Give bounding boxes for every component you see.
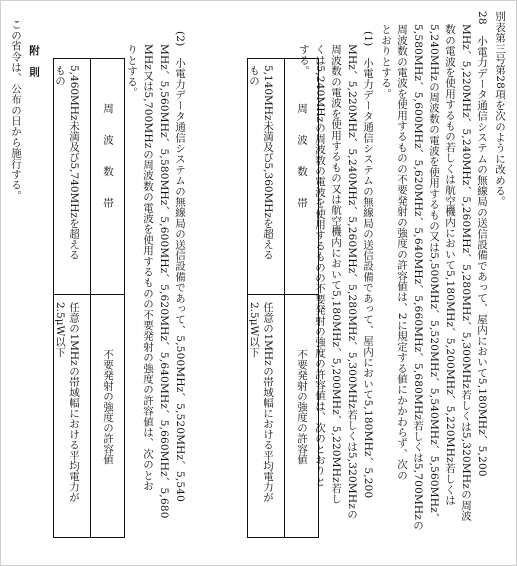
emission-limit-table-1 bbox=[247, 58, 319, 538]
subitem-1-line: (1) 小電力データ通信システムの無線局の送信設備であって、屋内において5,180MHz、5,200 bbox=[362, 31, 374, 499]
table-2-header-limit: 不要発射の強度の許容値 bbox=[102, 349, 114, 465]
item-28-line: とおりとする。 bbox=[380, 24, 392, 99]
table-2-limit-value: 2.5μW以下 bbox=[54, 302, 66, 358]
item-28-line: 周波数の電波を使用するものの不要発射の強度の許容値は、2に規定する値にかかわらず、次の bbox=[396, 24, 408, 481]
item-28-line: 28 小電力データ通信システムの無線局の送信設備であって、屋内において5,180MHz、5,200 bbox=[476, 11, 488, 477]
item-28-line: MHz、5,220MHz、5,240MHz、5,260MHz、5,280MHz、5,300MHz若しくは5,320MHzの周波 bbox=[460, 24, 472, 522]
table-1-header-band: 周 波 数 帯 bbox=[296, 103, 308, 208]
emission-limit-table-2 bbox=[53, 58, 125, 538]
subitem-2-line: MHz又は5,700MHzの周波数の電波を使用するものの不要発射の強度の許容値は、次のとお bbox=[142, 44, 154, 491]
supplementary-provision-title: 附 則 bbox=[28, 45, 40, 78]
subitem-1-line: MHz、5,220MHz、5,240MHz、5,260MHz、5,280MHz、5,300MHz若しくは5,320MHzの bbox=[346, 44, 358, 520]
amendment-heading: 別表第三号第28項を次のように改める。 bbox=[494, 11, 506, 207]
item-28-line: 5,580MHz、5,600MHz、5,620MHz、5,640MHz、5,660MHz、5,680MHz若しくは5,700MHzの bbox=[412, 24, 424, 531]
table-2-limit-value: 任意の1MHzの帯域幅における平均電力が bbox=[68, 302, 80, 503]
subitem-1-line: する。 bbox=[298, 44, 310, 77]
table-1-band-value: もの bbox=[248, 65, 260, 86]
table-2-band-value: 5,460MHz未満及び5,740MHzを超える bbox=[68, 65, 80, 260]
table-1-header-limit: 不要発射の強度の許容値 bbox=[296, 349, 308, 465]
item-28-line: 5,240MHzの周波数の電波を使用するもの又は5,500MHz、5,520MHz、5,540MHz、5,560MHz、 bbox=[428, 24, 440, 524]
table-1-limit-value: 任意の1MHzの帯域幅における平均電力が bbox=[262, 302, 274, 503]
subitem-1-line: くは5,240MHzの周波数の電波を使用するものの不要発射の強度の許容値は、次のとおりと bbox=[314, 44, 326, 487]
table-2-header-band: 周 波 数 帯 bbox=[102, 103, 114, 208]
table-2-band-value: もの bbox=[54, 65, 66, 86]
subitem-2-line: MHz、5,560MHz、5,580MHz、5,600MHz、5,620MHz、5,640MHz、5,660MHz、5,680 bbox=[158, 44, 170, 519]
item-28-line: 数の電波を使用するもの若しくは航空機内において5,180MHz、5,200MHz、5,220MHz若しくは bbox=[444, 24, 456, 506]
table-1-band-value: 5,140MHz未満及び5,360MHzを超える bbox=[262, 65, 274, 260]
table-1-limit-value: 2.5μW以下 bbox=[248, 302, 260, 358]
supplementary-provision-text: この省令は、公布の日から施行する。 bbox=[10, 19, 22, 201]
subitem-2-line: りとする。 bbox=[126, 44, 138, 98]
subitem-1-line: 周波数の電波を使用するもの又は航空機内において5,180MHz、5,200MHz、5,220MHz若し bbox=[330, 44, 342, 505]
subitem-2-line: (2) 小電力データ通信システムの無線局の送信設備であって、5,500MHz、5,520MHz、5,540 bbox=[174, 31, 186, 503]
